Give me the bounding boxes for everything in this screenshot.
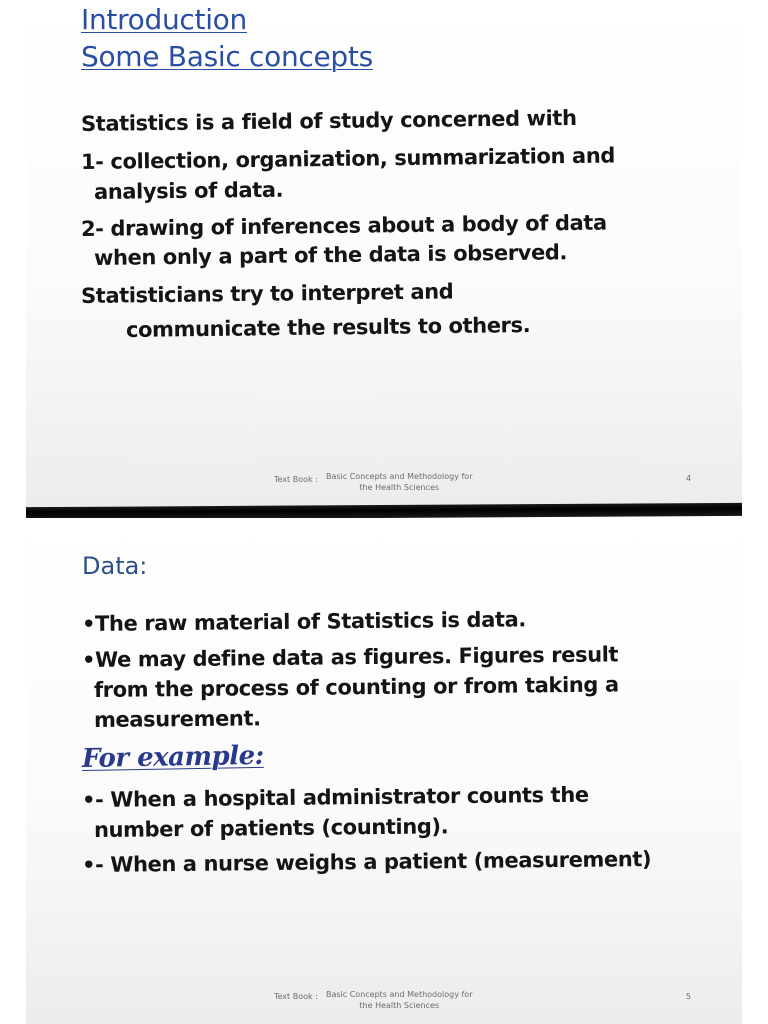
bullet-hospital-continuation: number of patients (counting). xyxy=(93,814,449,842)
footer-book-line2: the Health Sciences xyxy=(359,483,440,492)
example-heading: For example: xyxy=(81,740,264,774)
bullet-define-data-continuation-2: measurement. xyxy=(93,706,261,732)
slide-number: 5 xyxy=(686,992,692,1001)
bullet-hospital-example: •- When a hospital administrator counts the xyxy=(81,782,589,812)
footer-source-label: Text Book : xyxy=(274,992,318,1001)
point-1-continuation: analysis of data. xyxy=(93,177,284,204)
footer-book-title xyxy=(326,989,472,1011)
point-1-line: 1- collection, organization, summarization and xyxy=(80,143,616,174)
slide-data xyxy=(26,518,742,1024)
statisticians-continuation: communicate the results to others. xyxy=(125,313,531,342)
bullet-nurse-example: •- When a nurse weighs a patient (measurement) xyxy=(81,847,652,877)
footer-book-line2: the Health Sciences xyxy=(359,1001,440,1010)
point-2-continuation: when only a part of the data is observed. xyxy=(93,240,568,270)
slide-title: Data: xyxy=(82,552,148,580)
footer-book-line1: Basic Concepts and Methodology for xyxy=(326,990,473,999)
heading-basic-concepts-link[interactable]: Some Basic concepts xyxy=(81,40,373,73)
footer-book-title xyxy=(326,471,472,493)
heading-introduction-link[interactable]: Introduction xyxy=(81,3,247,36)
bullet-raw-material: •The raw material of Statistics is data. xyxy=(81,607,527,636)
point-2-line: 2- drawing of inferences about a body of data xyxy=(80,210,607,241)
statistics-definition-line: Statistics is a field of study concerned with xyxy=(80,105,577,136)
statisticians-line: Statisticians try to interpret and xyxy=(80,279,454,308)
slide-number: 4 xyxy=(686,474,692,483)
footer-book-line1: Basic Concepts and Methodology for xyxy=(326,472,473,481)
footer-source-label: Text Book : xyxy=(274,475,318,484)
bullet-define-data-continuation-1: from the process of counting or from taking a xyxy=(93,672,619,702)
bullet-define-data: •We may define data as figures. Figures result xyxy=(81,642,619,672)
slide-introduction xyxy=(26,0,742,510)
